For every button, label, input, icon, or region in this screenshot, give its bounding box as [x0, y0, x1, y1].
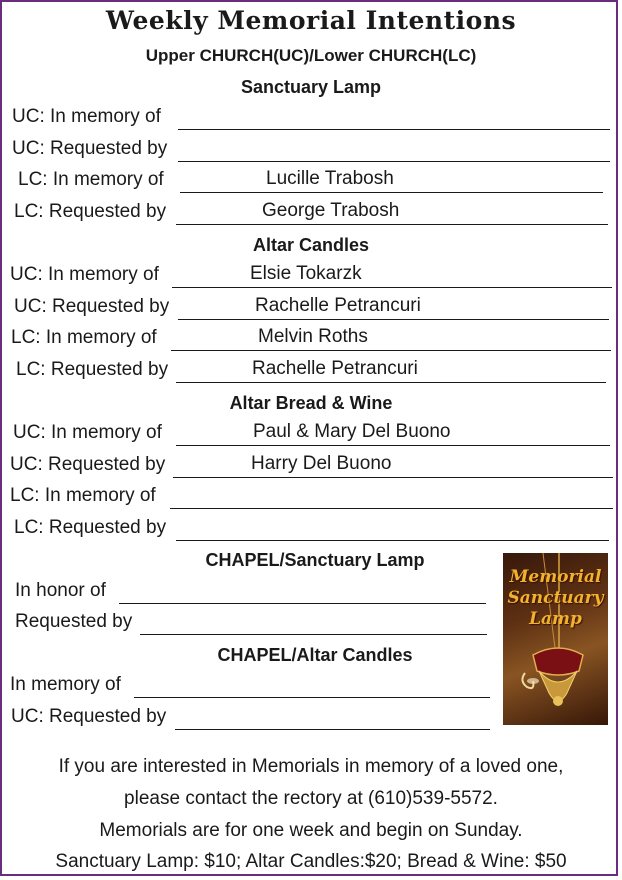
row-label: UC: In memory of [13, 422, 162, 443]
row-label: UC: Requested by [11, 706, 167, 727]
row-label: UC: Requested by [10, 454, 166, 475]
blank-line [176, 445, 610, 446]
bread-uc-requested-row [10, 452, 613, 480]
blank-line [176, 224, 608, 225]
footer-line-2: please contact the rectory at (610)539-5572. [124, 788, 498, 809]
blank-line [171, 350, 611, 351]
row-label: UC: Requested by [12, 138, 168, 159]
row-label: LC: In memory of [11, 327, 157, 348]
blank-line [178, 319, 609, 320]
blank-line [178, 129, 610, 130]
heading-sanctuary-lamp: Sanctuary Lamp [240, 77, 382, 97]
row-label: LC: In memory of [18, 169, 164, 190]
heading-chapel-altar-candles: CHAPEL/Altar Candles [217, 645, 413, 665]
chapel-lamp-honor-row [15, 578, 486, 606]
footer-line-4: Sanctuary Lamp: $10; Altar Candles:$20; Bread & Wine: $50 [55, 851, 567, 872]
lamp-title-line1: Memorial [509, 567, 602, 587]
row-name: George Trabosh [262, 200, 400, 221]
row-label: LC: In memory of [10, 485, 156, 506]
row-label: UC: Requested by [14, 296, 170, 317]
candles-lc-requested-row [16, 357, 606, 385]
row-name: Paul & Mary Del Buono [253, 421, 451, 442]
row-label: UC: In memory of [12, 106, 161, 127]
blank-line [180, 192, 603, 193]
row-name: Melvin Roths [258, 326, 368, 347]
row-name: Lucille Trabosh [266, 168, 394, 189]
bread-lc-requested-row [14, 515, 609, 543]
blank-line [173, 477, 613, 478]
row-label: Requested by [15, 611, 133, 632]
blank-line [134, 697, 490, 698]
blank-line [170, 508, 613, 509]
blank-line [172, 287, 612, 288]
bread-uc-memory-row [13, 420, 610, 448]
lamp-title-line2: Sanctuary [507, 588, 604, 608]
sanctuary-lamp-image [503, 553, 608, 725]
lamp-uc-requested-row [12, 136, 610, 164]
row-label: LC: Requested by [16, 359, 169, 380]
footer-line-1: If you are interested in Memorials in memory of a loved one, [58, 756, 564, 777]
lamp-uc-memory-row [12, 104, 610, 132]
row-name: Harry Del Buono [251, 453, 392, 474]
row-name: Elsie Tokarzk [250, 263, 362, 284]
heading-chapel-sanctuary-lamp: CHAPEL/Sanctuary Lamp [205, 550, 425, 570]
blank-line [176, 382, 606, 383]
candles-uc-memory-row [10, 262, 612, 290]
page-title: Weekly Memorial Intentions [105, 6, 517, 35]
heading-altar-candles: Altar Candles [252, 235, 370, 255]
candles-lc-memory-row [11, 325, 611, 353]
row-label: In memory of [10, 674, 121, 695]
lamp-lc-memory-row [18, 167, 603, 195]
row-name: Rachelle Petrancuri [255, 295, 421, 316]
row-label: LC: Requested by [14, 201, 167, 222]
row-label: UC: In memory of [10, 264, 159, 285]
row-label: In honor of [15, 580, 106, 601]
blank-line [140, 634, 487, 635]
heading-altar-bread-wine: Altar Bread & Wine [229, 393, 393, 413]
blank-line [175, 729, 490, 730]
chapel-lamp-requested-row [15, 609, 487, 637]
row-label: LC: Requested by [14, 517, 167, 538]
row-name: Rachelle Petrancuri [252, 358, 418, 379]
lamp-lc-requested-row [14, 199, 608, 227]
blank-line [178, 161, 610, 162]
blank-line [119, 603, 486, 604]
lamp-title-line3: Lamp [529, 609, 582, 629]
chapel-candles-requested-row [11, 704, 490, 732]
footer-line-3: Memorials are for one week and begin on Sunday. [99, 820, 523, 841]
candles-uc-requested-row [14, 294, 609, 322]
page-subtitle: Upper CHURCH(UC)/Lower CHURCH(LC) [145, 46, 477, 65]
bread-lc-memory-row [10, 483, 613, 511]
chapel-candles-memory-row [10, 672, 490, 700]
blank-line [176, 540, 609, 541]
